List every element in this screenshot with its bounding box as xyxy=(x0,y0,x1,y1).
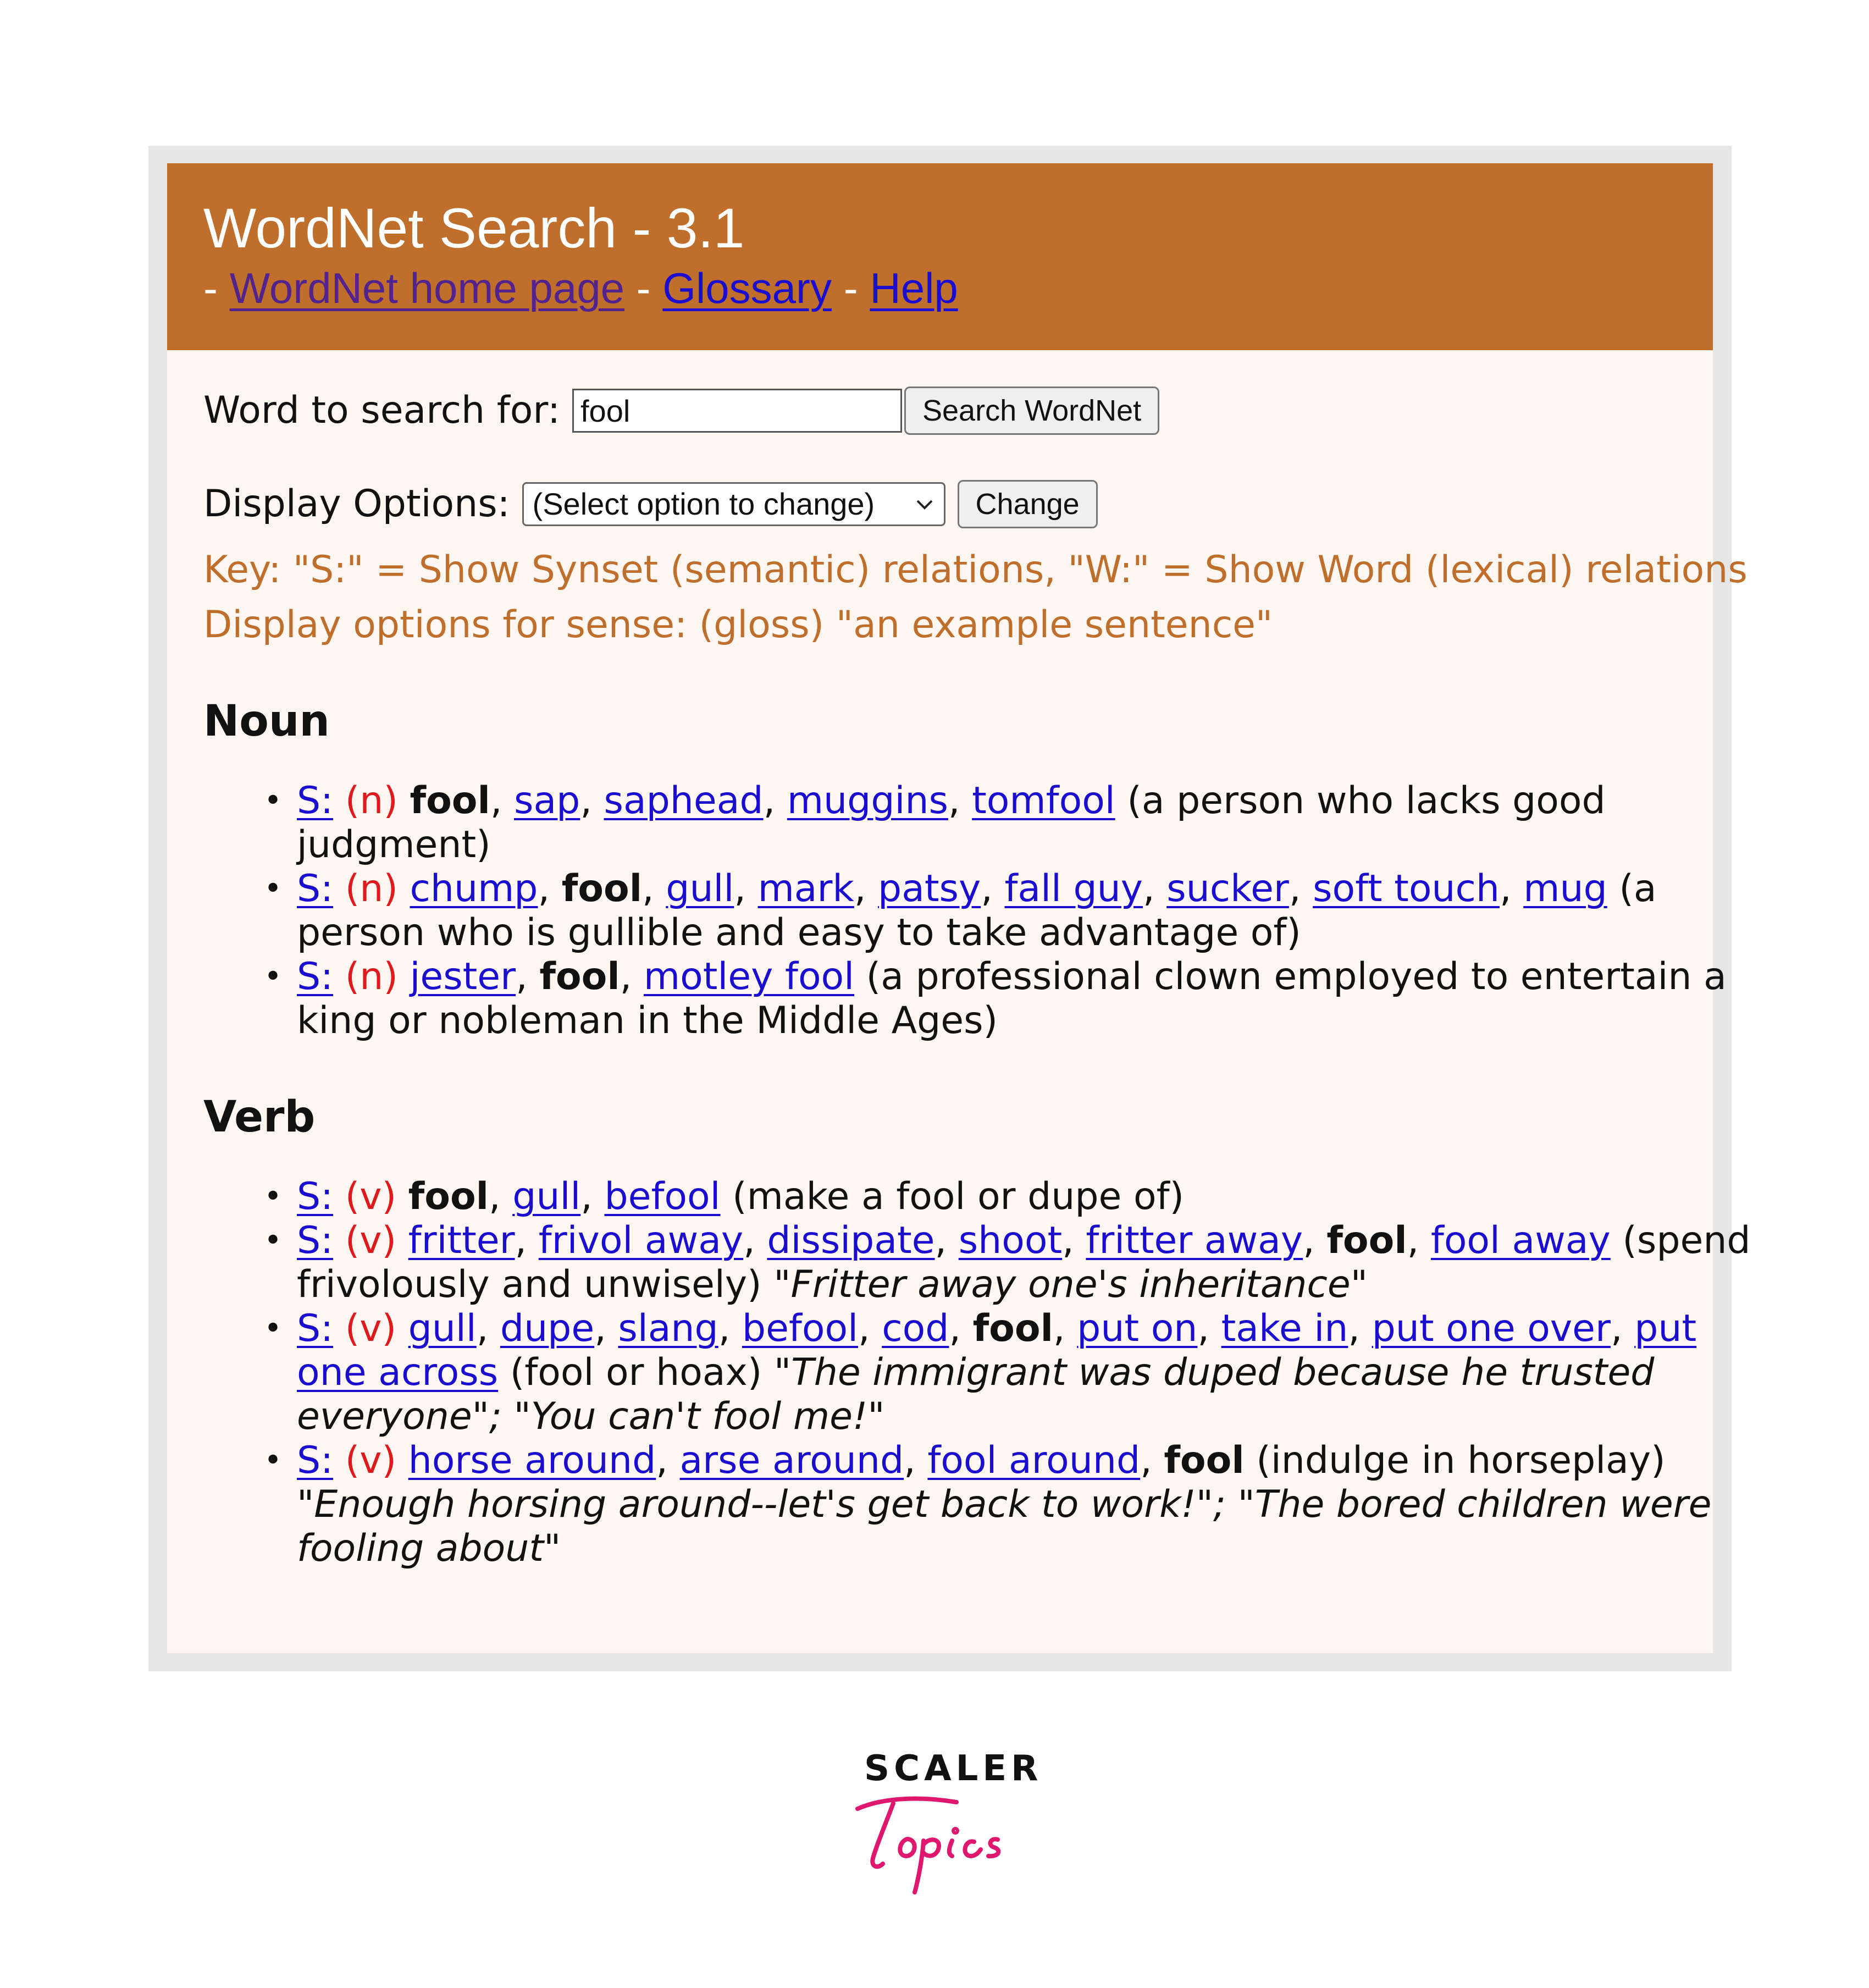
word-link[interactable]: dissipate xyxy=(767,1219,935,1262)
main-content xyxy=(203,383,1751,1571)
word-link[interactable]: patsy xyxy=(878,867,981,910)
list-item: • S: (n) fool, sap, saphead, muggins, tomfool (a person who lacks good judgment) xyxy=(297,779,1688,867)
bullet-icon: • xyxy=(264,783,283,819)
headword: fool xyxy=(1326,1219,1407,1262)
word-link[interactable]: fall guy xyxy=(1004,867,1143,910)
display-options-label: Display Options: xyxy=(203,482,510,526)
word-link[interactable]: mark xyxy=(757,867,854,910)
link-separator: - xyxy=(843,264,858,312)
synset-link[interactable]: S: xyxy=(297,955,334,998)
chevron-down-icon xyxy=(914,494,935,515)
synset-link[interactable]: S: xyxy=(297,1219,334,1262)
header-links xyxy=(203,263,958,313)
word-link[interactable]: fool away xyxy=(1430,1219,1611,1262)
gloss: (a person who lacks good xyxy=(1127,779,1606,822)
link-separator: - xyxy=(636,264,651,312)
word-link[interactable]: befool xyxy=(742,1307,858,1350)
word-link[interactable]: saphead xyxy=(604,779,764,822)
wordnet-home-link[interactable]: WordNet home page xyxy=(229,264,624,312)
word-link[interactable]: slang xyxy=(618,1307,718,1350)
word-link[interactable]: mug xyxy=(1523,867,1607,910)
pos-tag: (v) xyxy=(345,1439,397,1482)
list-item: • S: (n) chump, fool, gull, mark, patsy, fall guy, sucker, soft touch, mug (a person who is gullible and easy to take advantage of) xyxy=(297,867,1688,955)
headword: fool xyxy=(408,1175,489,1218)
word-link[interactable]: cod xyxy=(882,1307,949,1350)
bullet-icon: • xyxy=(264,871,283,907)
synset-link[interactable]: S: xyxy=(297,1175,334,1218)
pos-tag: (v) xyxy=(345,1307,397,1350)
word-link[interactable]: horse around xyxy=(408,1439,656,1482)
word-link[interactable]: sucker xyxy=(1166,867,1289,910)
list-item: • S: (v) horse around, arse around, fool around, fool (indulge in horseplay) "Enough horsing around--let's get back to work!"; "The bored children were fooling about" xyxy=(264,1439,1712,1570)
wordnet-page xyxy=(167,163,1751,1653)
word-link[interactable]: fritter xyxy=(408,1219,515,1262)
word-link[interactable]: put on xyxy=(1077,1307,1198,1350)
pos-tag: (v) xyxy=(345,1175,397,1218)
header-bar xyxy=(167,163,1713,350)
word-link[interactable]: fritter away xyxy=(1086,1219,1303,1262)
word-link[interactable]: chump xyxy=(410,867,538,910)
search-label: Word to search for: xyxy=(203,389,560,432)
word-link[interactable]: arse around xyxy=(679,1439,904,1482)
verb-sense-list xyxy=(203,1175,1751,1571)
word-link[interactable]: jester xyxy=(410,955,516,998)
word-link[interactable]: sap xyxy=(514,779,580,822)
gloss: (spend xyxy=(1622,1219,1751,1262)
word-link[interactable]: shoot xyxy=(958,1219,1063,1262)
key-legend xyxy=(203,543,1748,653)
word-link[interactable]: gull xyxy=(512,1175,581,1218)
word-link[interactable]: motley fool xyxy=(643,955,855,998)
word-link[interactable]: fool around xyxy=(927,1439,1141,1482)
word-link[interactable]: befool xyxy=(604,1175,721,1218)
word-link[interactable]: frivol away xyxy=(538,1219,744,1262)
gloss: (fool or hoax) xyxy=(510,1351,762,1394)
gloss: (a xyxy=(1619,867,1657,910)
headword: fool xyxy=(539,955,620,998)
gloss: (indulge in horseplay) xyxy=(1256,1439,1666,1482)
display-options-hint: Display options for sense: (gloss) "an example sentence" xyxy=(203,603,1273,647)
synset-link[interactable]: S: xyxy=(297,867,334,910)
word-link[interactable]: soft touch xyxy=(1313,867,1500,910)
link-separator: - xyxy=(203,264,218,312)
list-item: • S: (n) jester, fool, motley fool (a professional clown employed to entertain a king or nobleman in the Middle Ages) xyxy=(264,955,1727,1042)
headword: fool xyxy=(410,779,490,822)
gloss: (make a fool or dupe of) xyxy=(732,1175,1185,1218)
example-sentence: "Fritter away one's inheritance" xyxy=(773,1263,1368,1306)
logo-topics-script xyxy=(847,1748,1022,1897)
verb-heading: Verb xyxy=(203,1092,316,1142)
pos-tag: (v) xyxy=(345,1219,397,1262)
word-link[interactable]: tomfool xyxy=(972,779,1115,822)
help-link[interactable]: Help xyxy=(870,264,958,312)
word-link[interactable]: one across xyxy=(297,1351,499,1394)
synset-link[interactable]: S: xyxy=(297,779,334,822)
bullet-icon: • xyxy=(264,1311,283,1346)
page-title: WordNet Search - 3.1 xyxy=(203,197,745,259)
logo-scaler-text: SCALER xyxy=(864,1748,1043,1789)
search-wordnet-button[interactable]: Search WordNet xyxy=(904,386,1159,435)
word-link[interactable]: put xyxy=(1634,1307,1697,1350)
gloss: king or nobleman in the Middle Ages) xyxy=(297,999,998,1042)
change-button[interactable]: Change xyxy=(958,480,1098,528)
search-row xyxy=(203,383,1688,438)
word-link[interactable]: take in xyxy=(1221,1307,1348,1350)
example-sentence: everyone"; "You can't fool me!" xyxy=(297,1395,885,1438)
glossary-link[interactable]: Glossary xyxy=(662,264,832,312)
key-line: Key: "S:" = Show Synset (semantic) relations, "W:" = Show Word (lexical) relations xyxy=(203,548,1748,592)
scaler-topics-logo xyxy=(847,1748,1043,1897)
display-options-row xyxy=(203,477,1688,532)
example-sentence: fooling about" xyxy=(297,1527,561,1570)
word-link[interactable]: gull xyxy=(408,1307,477,1350)
noun-sense-list xyxy=(203,779,1727,1043)
gloss: frivolously and unwisely) xyxy=(297,1263,762,1306)
pos-tag: (n) xyxy=(345,955,398,998)
pos-tag: (n) xyxy=(345,867,398,910)
word-link[interactable]: muggins xyxy=(787,779,948,822)
example-sentence: "Enough horsing around--let's get back to work!"; "The bored children were xyxy=(297,1483,1712,1526)
list-item: • S: (v) fool, gull, befool (make a fool or dupe of) xyxy=(264,1175,1185,1218)
synset-link[interactable]: S: xyxy=(297,1439,334,1482)
bullet-icon: • xyxy=(264,1179,283,1214)
headword: fool xyxy=(561,867,643,910)
list-item: • S: (v) gull, dupe, slang, befool, cod, fool, put on, take in, put one over, put one across (fool or hoax) "The immigrant was duped because he trusted everyone"; "You can't fool me!" xyxy=(264,1307,1697,1438)
noun-heading: Noun xyxy=(203,697,330,746)
pos-tag: (n) xyxy=(345,779,398,822)
gloss: person who is gullible and easy to take advantage of) xyxy=(297,911,1301,954)
display-options-selected: (Select option to change) xyxy=(532,487,875,521)
headword: fool xyxy=(972,1307,1053,1350)
synset-link[interactable]: S: xyxy=(297,1307,334,1350)
example-sentence: "The immigrant was duped because he trusted xyxy=(773,1351,1655,1394)
search-input[interactable] xyxy=(572,389,902,433)
word-link[interactable]: dupe xyxy=(500,1307,595,1350)
gloss: judgment) xyxy=(297,823,491,866)
headword: fool xyxy=(1164,1439,1245,1482)
page-frame xyxy=(148,146,1751,1671)
word-link[interactable]: gull xyxy=(666,867,734,910)
list-item: • S: (v) fritter, frivol away, dissipate, shoot, fritter away, fool, fool away (spend frivolously and unwisely) "Fritter away one's inheritance" xyxy=(264,1219,1751,1306)
bullet-icon: • xyxy=(264,1443,283,1478)
display-options-select[interactable] xyxy=(522,482,945,526)
bullet-icon: • xyxy=(264,1223,283,1258)
gloss: (a professional clown employed to entertain a xyxy=(866,955,1727,998)
word-link[interactable]: put one over xyxy=(1372,1307,1611,1350)
bullet-icon: • xyxy=(264,959,283,995)
